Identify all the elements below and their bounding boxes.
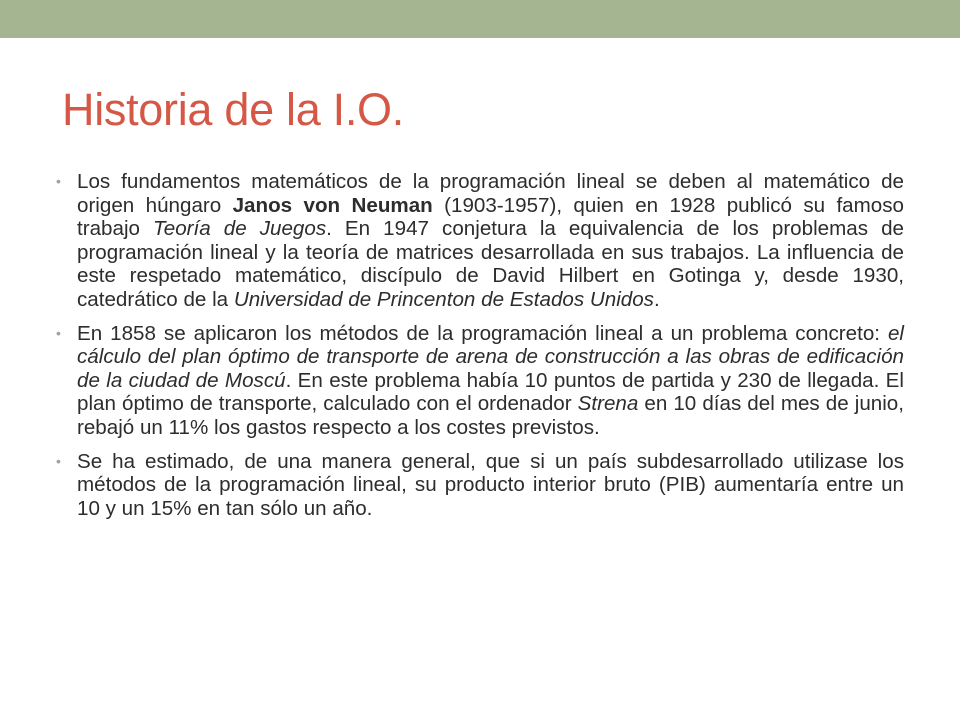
bullet-text-segment: En 1858 se aplicaron los métodos de la programación lineal a un problema concreto: <box>77 321 888 345</box>
bullet-text-segment: . <box>653 287 660 311</box>
work-title: Teoría de Juegos <box>153 217 327 241</box>
person-name: Janos von Neuman <box>232 193 433 217</box>
bullet-text-segment: . En este problema había 10 puntos de partida y 230 de llegada. El plan óptimo de transporte, calculado con el ordenador <box>77 368 904 416</box>
bullet-text-segment: . En 1947 conjetura la equivalencia de los problemas de programación lineal y la teoría de matrices desarrollada en sus trabajos. La influencia de este respetado matemático, discípulo de David Hilbert en Gotinga y, desde 1930, catedrático de la <box>77 217 904 311</box>
computer-name: Strena <box>577 392 639 416</box>
bullet-item <box>56 322 904 440</box>
bullet-marker-icon: • <box>56 173 61 189</box>
bullet-text-segment: Los fundamentos matemáticos de la programación lineal se deben al matemático de origen húngaro <box>77 170 904 217</box>
slide-title: Historia de la I.O. <box>62 84 404 135</box>
problem-description: el cálculo del plan óptimo de transporte de arena de construcción a las obras de edificación de la ciudad de Moscú <box>77 321 904 392</box>
slide-top-bar <box>0 0 960 38</box>
institution-name: Universidad de Princenton de Estados Unidos <box>233 287 654 311</box>
bullet-text-segment: en 10 días del mes de junio, rebajó un 11% los gastos respecto a los costes previstos. <box>77 392 904 439</box>
bullet-item <box>56 450 904 521</box>
bullet-marker-icon: • <box>56 452 61 469</box>
bullet-item <box>56 170 904 312</box>
slide-body <box>56 170 904 530</box>
bullet-text-segment: Se ha estimado, de una manera general, que si un país subdesarrollado utilizase los métodos de la programación lineal, su producto interior bruto (PIB) aumentaría entre un 10 y un 15% en tan sólo un año. <box>77 449 904 520</box>
bullet-marker-icon: • <box>56 324 61 341</box>
bullet-text-segment: (1903-1957), quien en 1928 publicó su famoso trabajo <box>77 193 904 241</box>
